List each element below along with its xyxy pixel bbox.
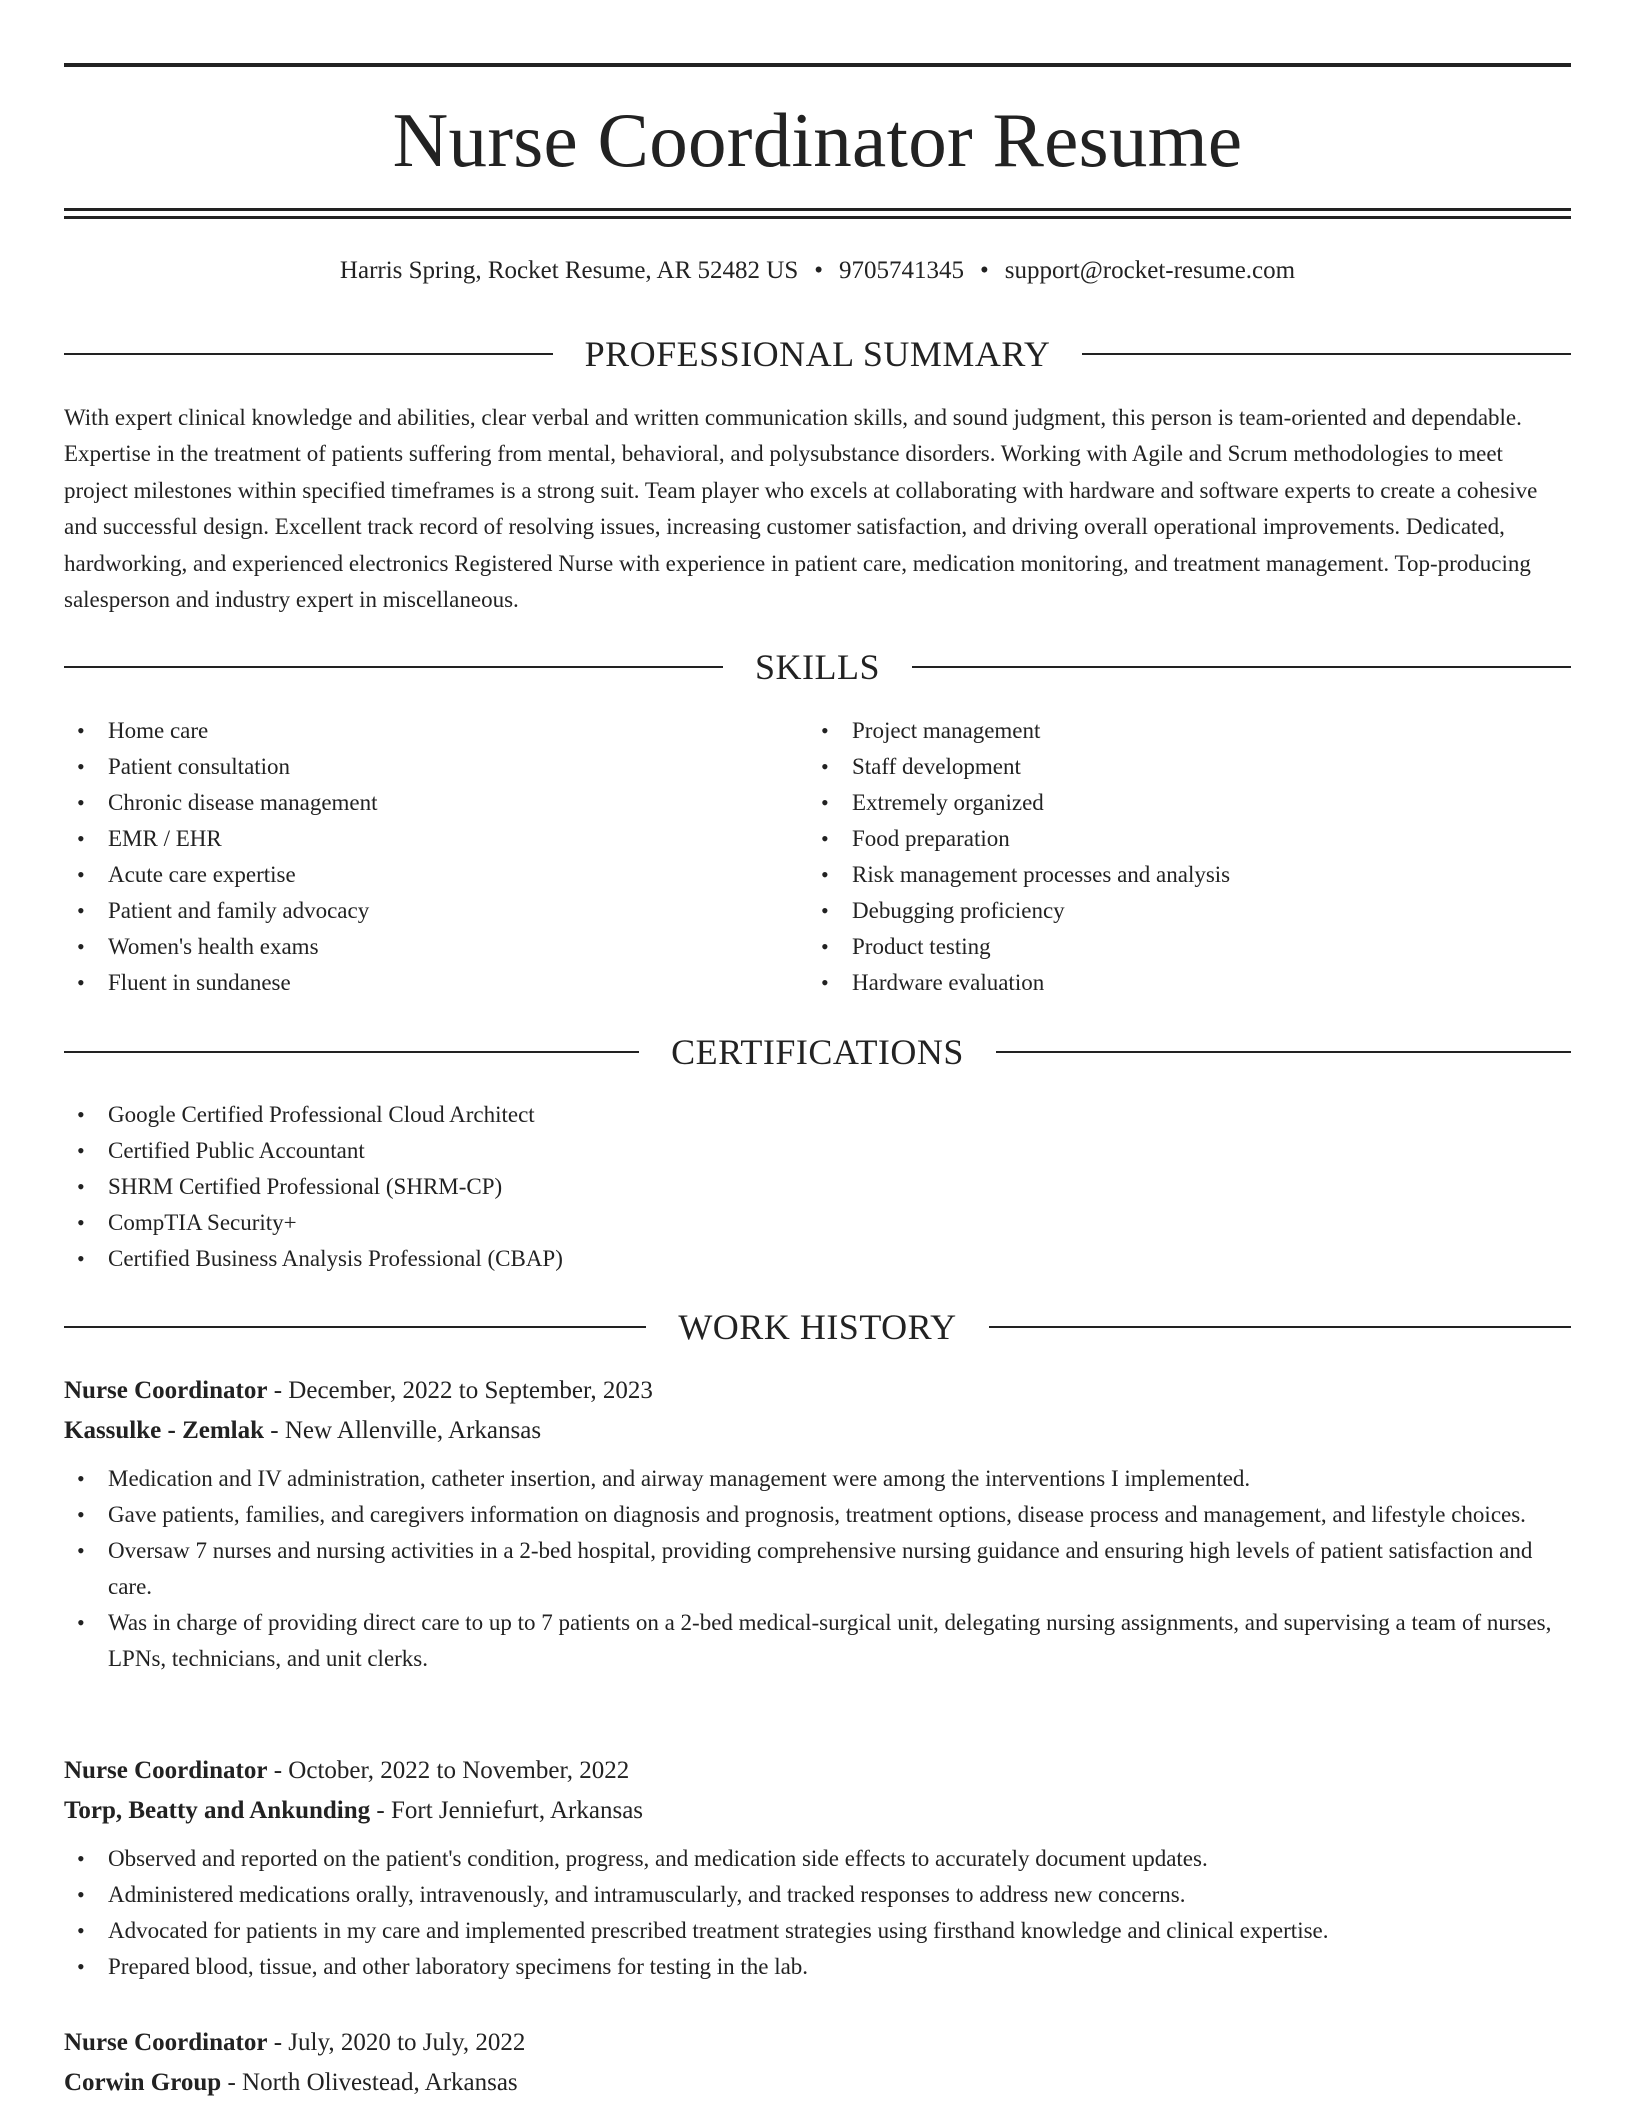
job-dates: - July, 2020 to July, 2022: [267, 2029, 526, 2056]
divider: [64, 1051, 639, 1053]
skill-item: • Women's health exams: [64, 929, 804, 965]
skill-item: • Risk management processes and analysis: [808, 857, 1548, 893]
job-title-line: [64, 1371, 1571, 1411]
skills-column-right: [808, 713, 1548, 1001]
certifications-list: [64, 1097, 1571, 1277]
job-company: Corwin Group: [64, 2069, 222, 2096]
job-title: Nurse Coordinator: [64, 2029, 268, 2056]
job-entry: [64, 2023, 1571, 2103]
job-company-line: [64, 1411, 1571, 1451]
job-title-line: [64, 1751, 1571, 1791]
job-entry: [64, 1371, 1571, 1677]
skill-item: • Product testing: [808, 929, 1548, 965]
job-bullet: • Oversaw 7 nurses and nursing activities in a 2-bed hospital, providing comprehensive nursing guidance and ensuring high levels of patient satisfaction and care.: [64, 1533, 1571, 1605]
certification-item: • Certified Public Accountant: [64, 1133, 1571, 1169]
professional-summary-text: With expert clinical knowledge and abilities, clear verbal and written communication skills, and sound judgment, this person is team-oriented and dependable. Expertise in the treatment of patients suffering from mental, behavioral, and polysubstance disorders. Working with Agile and Scrum methodologies to meet project milestones within specified timeframes is a strong suit. Team player who excels at collaborating with hardware and software experts to create a cohesive and successful design. Excellent track record of resolving issues, increasing customer satisfaction, and driving overall operational improvements. Dedicated, hardworking, and experienced electronics Registered Nurse with experience in patient care, medication monitoring, and treatment management. Top-producing salesperson and industry expert in miscellaneous.: [64, 405, 1538, 613]
certification-item: • Certified Business Analysis Professional (CBAP): [64, 1241, 1571, 1277]
section-heading-summary: [64, 332, 1571, 376]
job-entry: [64, 1751, 1571, 1985]
certifications-block: [64, 1097, 1571, 1277]
job-location: - New Allenville, Arkansas: [264, 1417, 542, 1444]
job-bullet: • Was in charge of providing direct care to up to 7 patients on a 2-bed medical-surgical unit, delegating nursing assignments, and supervising a team of nurses, LPNs, technicians, and unit clerks.: [64, 1605, 1571, 1677]
job-bullet: • Advocated for patients in my care and implemented prescribed treatment strategies using firsthand knowledge and clinical expertise.: [64, 1913, 1571, 1949]
section-heading-skills: [64, 645, 1571, 689]
top-rule: [64, 63, 1571, 67]
contact-phone: 9705741345: [839, 257, 965, 284]
contact-address: Harris Spring, Rocket Resume, AR 52482 US: [339, 257, 799, 284]
page-title: Nurse Coordinator Resume: [392, 97, 1243, 183]
job-bullet: • Observed and reported on the patient's condition, progress, and medication side effects to accurately document updates.: [64, 1841, 1571, 1877]
divider: [989, 1326, 1571, 1328]
skill-item: • Home care: [64, 713, 804, 749]
divider: [912, 666, 1571, 668]
divider: [64, 1326, 646, 1328]
contact-separator: •: [980, 257, 989, 284]
job-company-line: [64, 1791, 1571, 1831]
contact-line: [64, 253, 1571, 289]
certification-item: • SHRM Certified Professional (SHRM-CP): [64, 1169, 1571, 1205]
contact-separator: •: [814, 257, 824, 284]
job-company-line: [64, 2063, 1571, 2103]
skills-list-right: [808, 713, 1548, 1001]
job-title: Nurse Coordinator: [64, 1757, 268, 1784]
skills-list-left: [64, 713, 804, 1001]
job-location: - Fort Jenniefurt, Arkansas: [370, 1797, 644, 1824]
skill-item: • Patient and family advocacy: [64, 893, 804, 929]
skill-item: • Chronic disease management: [64, 785, 804, 821]
certification-item: • Google Certified Professional Cloud Architect: [64, 1097, 1571, 1133]
skill-item: • Acute care expertise: [64, 857, 804, 893]
section-heading-certifications: [64, 1030, 1571, 1074]
section-title: SKILLS: [755, 647, 881, 687]
job-company: Kassulke - Zemlak: [64, 1417, 265, 1444]
skill-item: • Project management: [808, 713, 1548, 749]
job-dates: - December, 2022 to September, 2023: [267, 1377, 653, 1404]
job-bullet: • Administered medications orally, intravenously, and intramuscularly, and tracked responses to address new concerns.: [64, 1877, 1571, 1913]
divider: [64, 666, 723, 668]
contact-email: support@rocket-resume.com: [1004, 257, 1296, 284]
skill-item: • Fluent in sundanese: [64, 965, 804, 1001]
divider: [1082, 353, 1571, 355]
job-bullets: [64, 1841, 1571, 1985]
skill-item: • Patient consultation: [64, 749, 804, 785]
section-title: WORK HISTORY: [678, 1307, 957, 1347]
skill-item: • Extremely organized: [808, 785, 1548, 821]
skill-item: • EMR / EHR: [64, 821, 804, 857]
skill-item: • Hardware evaluation: [808, 965, 1548, 1001]
section-title: CERTIFICATIONS: [671, 1032, 964, 1072]
job-bullet: • Prepared blood, tissue, and other laboratory specimens for testing in the lab.: [64, 1949, 1571, 1985]
job-company: Torp, Beatty and Ankunding: [64, 1797, 371, 1824]
job-dates: - October, 2022 to November, 2022: [267, 1757, 630, 1784]
job-bullets: [64, 1461, 1571, 1677]
skills-column-left: [64, 713, 804, 1001]
section-title: PROFESSIONAL SUMMARY: [584, 334, 1051, 374]
skill-item: • Debugging proficiency: [808, 893, 1548, 929]
divider: [996, 1051, 1571, 1053]
job-title: Nurse Coordinator: [64, 1377, 268, 1404]
job-bullet: • Gave patients, families, and caregivers information on diagnosis and prognosis, treatment options, disease process and management, and lifestyle choices.: [64, 1497, 1571, 1533]
certification-item: • CompTIA Security+: [64, 1205, 1571, 1241]
skill-item: • Food preparation: [808, 821, 1548, 857]
job-bullet: • Medication and IV administration, catheter insertion, and airway management were among the interventions I implemented.: [64, 1461, 1571, 1497]
job-location: - North Olivestead, Arkansas: [221, 2069, 518, 2096]
title-double-rule: [64, 208, 1571, 219]
section-heading-work-history: [64, 1305, 1571, 1349]
skill-item: • Staff development: [808, 749, 1548, 785]
job-title-line: [64, 2023, 1571, 2063]
divider: [64, 353, 553, 355]
